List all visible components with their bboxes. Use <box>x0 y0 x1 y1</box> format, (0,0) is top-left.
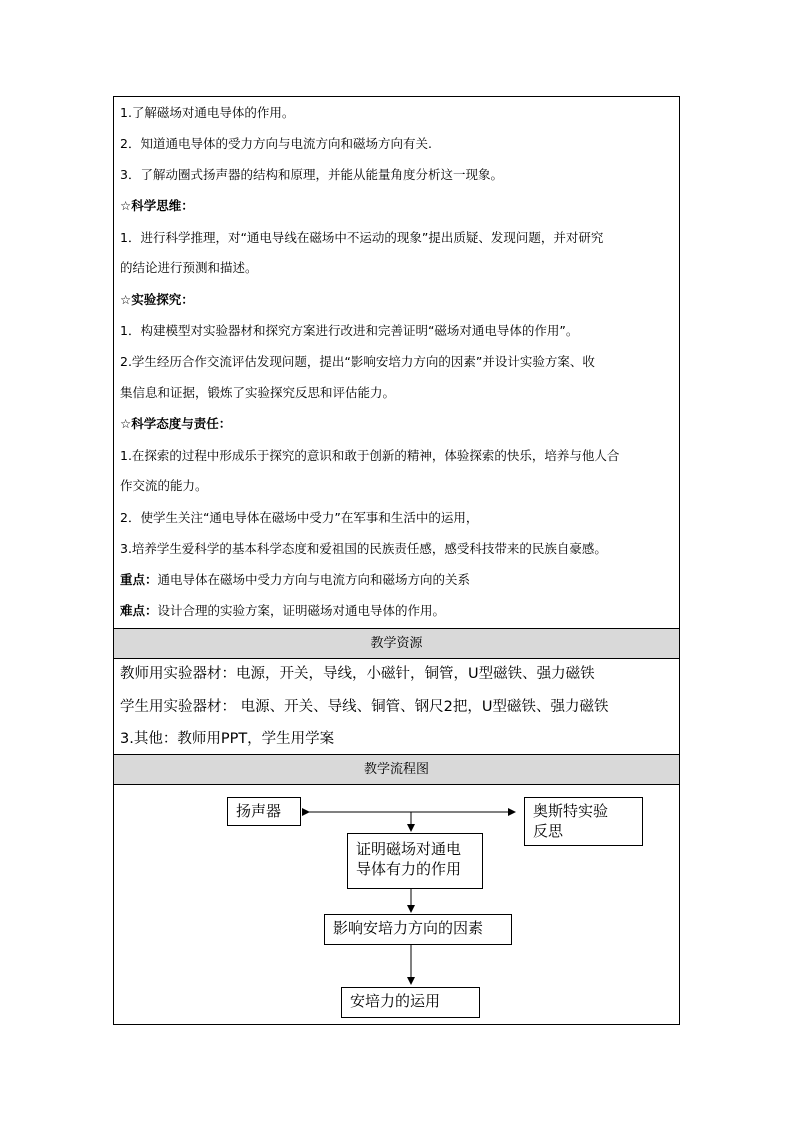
application-box <box>341 987 480 1018</box>
inquiry-line: 集信息和证据，锻炼了实验探究反思和评估能力。 <box>120 385 396 400</box>
resource-line: 学生用实验器材： 电源、开关、导线、铜管、钢尺2把，U型磁铁、强力磁铁 <box>120 699 609 715</box>
oersted-label-line2: 反思 <box>533 822 564 840</box>
prove-force-box <box>347 833 483 889</box>
resource-line: 3.其他：教师用PPT，学生用学案 <box>120 731 335 747</box>
thinking-line: 1．进行科学推理，对“通电导线在磁场中不运动的现象”提出质疑、发现问题，并对研究 <box>120 230 604 245</box>
flow-header: 教学流程图 <box>114 754 679 785</box>
lesson-plan-table <box>113 96 680 1025</box>
application-label: 安培力的运用 <box>350 992 441 1010</box>
oersted-box <box>524 797 643 846</box>
attitude-line: 3.培养学生爱科学的基本科学态度和爱祖国的民族责任感，感受科技带来的民族自豪感。 <box>120 541 607 556</box>
inquiry-title: ☆实验探究： <box>120 292 194 307</box>
resource-line: 教师用实验器材：电源，开关，导线，小磁针，铜管，U型磁铁、强力磁铁 <box>120 666 595 682</box>
oersted-label-line1: 奥斯特实验 <box>533 802 609 820</box>
objective-line: 1.了解磁场对通电导体的作用。 <box>120 105 295 120</box>
speaker-box <box>227 797 301 826</box>
speaker-label: 扬声器 <box>236 802 282 820</box>
key-label: 重点： <box>120 572 158 587</box>
prove-label-line2: 导体有力的作用 <box>356 860 462 878</box>
resources-header: 教学资源 <box>114 628 679 659</box>
factors-box <box>324 914 512 945</box>
prove-label-line1: 证明磁场对通电 <box>356 840 462 858</box>
difficulty-label: 难点： <box>120 603 158 618</box>
inquiry-line: 2.学生经历合作交流评估发现问题，提出“影响安培力方向的因素”并设计实验方案、收 <box>120 354 595 369</box>
attitude-line: 2．使学生关注“通电导体在磁场中受力”在军事和生活中的运用， <box>120 510 479 525</box>
key-text: 通电导体在磁场中受力方向与电流方向和磁场方向的关系 <box>157 572 471 587</box>
factors-label: 影响安培力方向的因素 <box>333 919 484 937</box>
objective-line: 3．了解动圈式扬声器的结构和原理，并能从能量角度分析这一现象。 <box>120 167 503 182</box>
objective-line: 2．知道通电导体的受力方向与电流方向和磁场方向有关. <box>120 136 432 151</box>
thinking-line: 的结论进行预测和描述。 <box>120 260 258 275</box>
attitude-line: 1.在探索的过程中形成乐于探究的意识和敢于创新的精神，体验探索的快乐，培养与他人合 <box>120 448 620 463</box>
inquiry-line: 1．构建模型对实验器材和探究方案进行改进和完善证明“磁场对通电导体的作用”。 <box>120 323 579 338</box>
attitude-line: 作交流的能力。 <box>120 478 208 493</box>
attitude-title: ☆科学态度与责任： <box>120 416 232 431</box>
thinking-title: ☆科学思维： <box>120 198 194 213</box>
difficulty-text: 设计合理的实验方案，证明磁场对通电导体的作用。 <box>157 603 446 618</box>
